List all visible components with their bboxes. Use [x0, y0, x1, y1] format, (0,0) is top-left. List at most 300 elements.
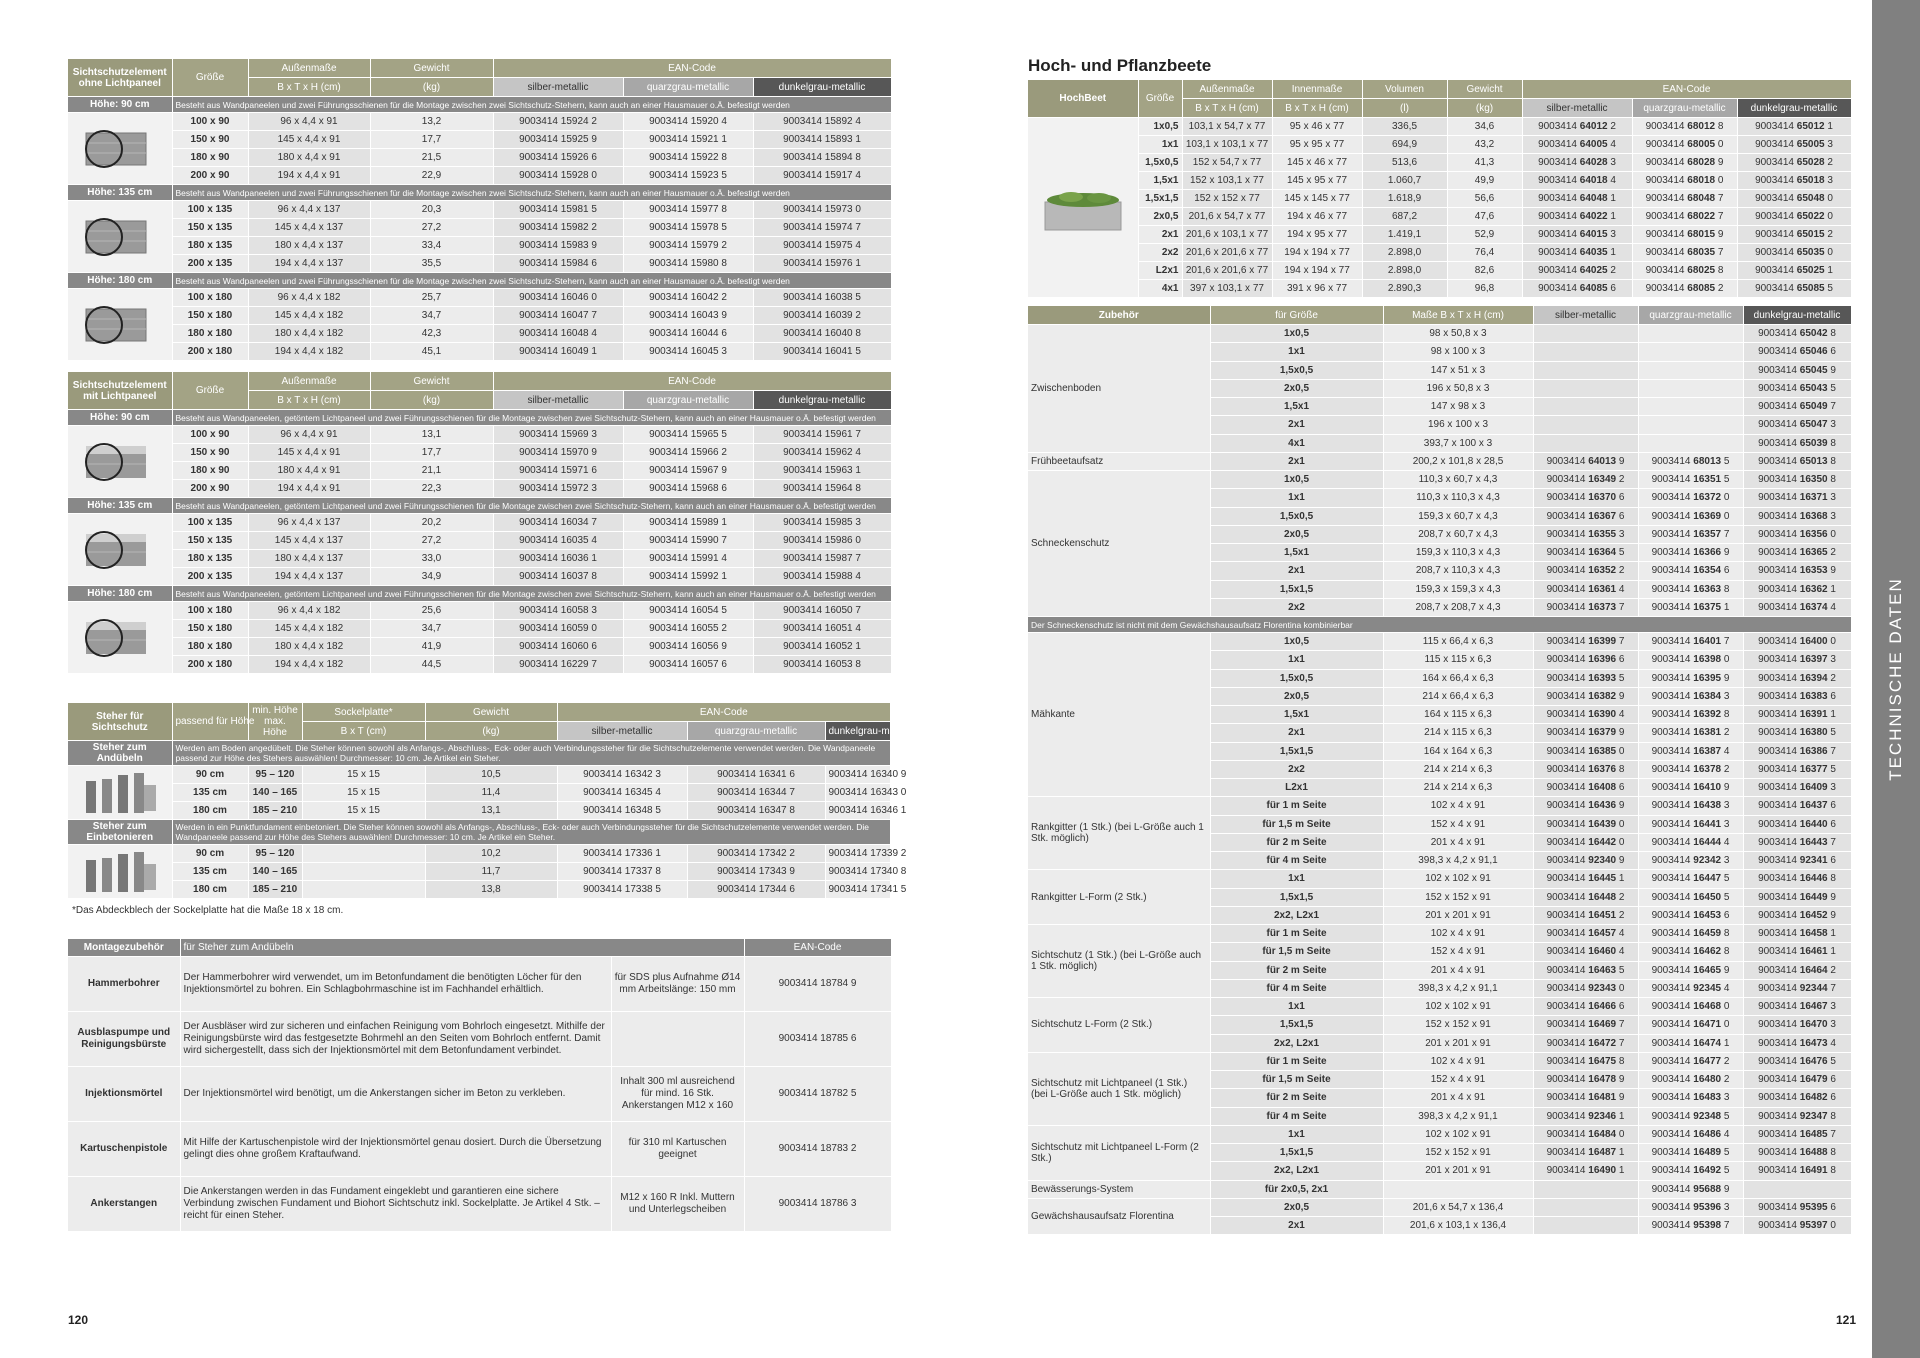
ean-bold-part: 16410	[1693, 782, 1722, 794]
size-cell: 1,5x1,5	[1210, 1144, 1383, 1162]
ean-cell: 9003414 16452 9	[1743, 906, 1851, 924]
column-header: für Größe	[1210, 306, 1383, 325]
ean-bold-part: 16382	[1588, 690, 1617, 702]
ean-bold-part: 16481	[1588, 1092, 1617, 1104]
ean-cell: 9003414 65043 5	[1743, 379, 1851, 397]
ean-cell: 9003414 16051 4	[753, 620, 891, 638]
column-header: min. Höhe max. Höhe	[248, 703, 302, 741]
size-cell: 1x0,5	[1210, 633, 1383, 651]
table-row	[1028, 280, 1851, 298]
size-cell: 1x1	[1210, 998, 1383, 1016]
weight-cell: 22,9	[370, 167, 493, 185]
ean-cell: 9003414 92340 9	[1533, 852, 1638, 870]
color-header-dunkelgrau: dunkelgrau-metallic	[825, 722, 891, 741]
ean-cell: 9003414 17340 8	[825, 863, 891, 881]
ean-bold-part: 16384	[1693, 690, 1722, 702]
dimension-cell: 145 x 4,4 x 91	[248, 444, 370, 462]
sockel-cell	[302, 863, 425, 881]
product-image	[1028, 118, 1138, 298]
size-cell: 2x2, L2x1	[1210, 906, 1383, 924]
ean-cell: 9003414 16048 4	[493, 325, 623, 343]
ean-bold-part: 16460	[1588, 946, 1617, 958]
dimension-cell: 147 x 98 x 3	[1383, 398, 1533, 416]
ean-cell	[1533, 361, 1638, 379]
color-header-quarzgrau: quarzgrau-metallic	[1638, 306, 1743, 325]
table-row	[1028, 1180, 1851, 1198]
dimension-cell: 152 x 152 x 91	[1383, 1016, 1533, 1034]
ean-cell: 9003414 16448 2	[1533, 888, 1638, 906]
ean-cell	[1638, 434, 1743, 452]
accessory-name: Hammerbohrer	[68, 957, 180, 1012]
ean-cell: 9003414 16481 9	[1533, 1089, 1638, 1107]
minmax-cell: 185 – 210	[248, 802, 302, 820]
column-subheader: (kg)	[425, 722, 557, 741]
weight-cell: 76,4	[1447, 244, 1522, 262]
color-header-silber: silber-metallic	[1533, 306, 1638, 325]
volume-cell: 336,5	[1362, 118, 1447, 136]
ean-bold-part: 64028	[1579, 157, 1608, 168]
dimension-cell: 194 x 4,4 x 182	[248, 343, 370, 361]
section-row	[68, 498, 891, 514]
ean-bold-part: 16461	[1799, 946, 1828, 958]
column-subheader: B x T x H (cm)	[1272, 99, 1362, 118]
ean-bold-part: 16392	[1693, 709, 1722, 721]
table-row	[1028, 118, 1851, 136]
table-row	[1028, 325, 1851, 343]
ean-cell: 9003414 16489 5	[1638, 1144, 1743, 1162]
ean-bold-part: 16477	[1693, 1055, 1722, 1067]
ean-bold-part: 16376	[1588, 763, 1617, 775]
dimension-cell: 145 x 46 x 77	[1272, 154, 1362, 172]
accessory-name: Ausblaspumpe und Reinigungsbürste	[68, 1012, 180, 1067]
ean-bold-part: 16483	[1693, 1092, 1722, 1104]
ean-cell: 9003414 15917 4	[753, 167, 891, 185]
product-image	[68, 289, 172, 361]
ean-cell: 9003414 64018 4	[1522, 172, 1632, 190]
size-cell: 150 x 135	[172, 532, 248, 550]
ean-cell: 9003414 15990 7	[623, 532, 753, 550]
ean-cell: 9003414 16343 0	[825, 784, 891, 802]
ean-bold-part: 16471	[1693, 1019, 1722, 1031]
ean-bold-part: 16399	[1588, 636, 1617, 648]
ean-cell: 9003414 16399 7	[1533, 633, 1638, 651]
ean-cell: 9003414 16383 6	[1743, 687, 1851, 705]
ean-cell: 9003414 16463 5	[1533, 961, 1638, 979]
ean-cell: 9003414 17344 6	[687, 881, 825, 899]
dimension-cell: 214 x 66,4 x 6,3	[1383, 687, 1533, 705]
ean-bold-part: 16365	[1799, 547, 1828, 559]
dimension-cell: 152 x 4 x 91	[1383, 815, 1533, 833]
sockel-cell	[302, 881, 425, 899]
accessory-name: Zwischenboden	[1028, 325, 1210, 453]
section-description: Besteht aus Wandpaneelen, getöntem Lichtpaneel und zwei Führungsschienen für die Montage zwischen zwei Sichtschutz-Stehern, kann auch an einer Hausmauer o.Ä. befestigt werden	[172, 586, 891, 602]
ean-cell: 9003414 16342 3	[557, 766, 687, 784]
dimension-cell: 96 x 4,4 x 182	[248, 602, 370, 620]
dimension-cell: 214 x 115 x 6,3	[1383, 724, 1533, 742]
ean-bold-part: 64025	[1579, 265, 1608, 276]
ean-cell: 9003414 15992 1	[623, 568, 753, 586]
size-cell: 1x0,5	[1210, 471, 1383, 489]
ean-cell: 9003414 16384 3	[1638, 687, 1743, 705]
size-cell: 2x1	[1210, 724, 1383, 742]
ean-cell: 9003414 16400 0	[1743, 633, 1851, 651]
column-header: Außenmaße	[248, 372, 370, 391]
ean-cell: 9003414 16045 3	[623, 343, 753, 361]
ean-cell: 9003414 16490 1	[1533, 1162, 1638, 1180]
ean-cell: 9003414 95397 0	[1743, 1217, 1851, 1235]
ean-bold-part: 65048	[1796, 193, 1825, 204]
dimension-cell: 180 x 4,4 x 182	[248, 638, 370, 656]
ean-cell: 9003414 15893 1	[753, 131, 891, 149]
ean-cell: 9003414 15969 3	[493, 426, 623, 444]
weight-cell: 35,5	[370, 255, 493, 273]
ean-cell: 9003414 16444 4	[1638, 833, 1743, 851]
size-cell: 150 x 90	[172, 131, 248, 149]
ean-bold-part: 16374	[1799, 601, 1828, 613]
ean-cell: 9003414 16366 9	[1638, 544, 1743, 562]
table-row	[68, 863, 891, 881]
dimension-cell: 152 x 152 x 91	[1383, 888, 1533, 906]
ean-cell: 9003414 16052 1	[753, 638, 891, 656]
accessory-name: Frühbeetaufsatz	[1028, 452, 1210, 470]
ean-bold-part: 95688	[1693, 1183, 1722, 1195]
table-row	[1028, 262, 1851, 280]
size-cell: 1,5x1	[1210, 544, 1383, 562]
ean-cell: 9003414 16378 2	[1638, 760, 1743, 778]
table-header-row	[68, 703, 891, 722]
dimension-cell: 214 x 214 x 6,3	[1383, 760, 1533, 778]
ean-cell: 9003414 15923 5	[623, 167, 753, 185]
ean-bold-part: 16488	[1799, 1147, 1828, 1159]
section-label: Höhe: 135 cm	[68, 498, 172, 514]
ean-cell: 9003414 16460 4	[1533, 943, 1638, 961]
size-cell: 1x0,5	[1210, 325, 1383, 343]
post-icon	[78, 767, 162, 819]
dimension-cell: 398,3 x 4,2 x 91,1	[1383, 852, 1533, 870]
ean-bold-part: 68048	[1687, 193, 1716, 204]
accessory-info: Inhalt 300 ml ausreichend für mind. 16 Stk. Ankerstangen M12 x 160	[611, 1067, 744, 1122]
accessory-name: Injektionsmörtel	[68, 1067, 180, 1122]
ean-cell: 9003414 16475 8	[1533, 1052, 1638, 1070]
dimension-cell: 194 x 4,4 x 137	[248, 568, 370, 586]
ean-cell: 9003414 16349 2	[1533, 471, 1638, 489]
ean-bold-part: 16381	[1693, 727, 1722, 739]
ean-cell: 9003414 16440 6	[1743, 815, 1851, 833]
ean-cell: 9003414 92341 6	[1743, 852, 1851, 870]
size-cell: 1,5x1	[1210, 706, 1383, 724]
size-cell: für 1,5 m Seite	[1210, 815, 1383, 833]
table-title: HochBeet	[1028, 80, 1138, 118]
table-row	[68, 167, 891, 185]
size-cell: 180 x 135	[172, 237, 248, 255]
section-row	[68, 185, 891, 201]
ean-cell: 9003414 68085 2	[1632, 280, 1737, 298]
column-header: Außenmaße	[248, 59, 370, 78]
ean-cell: 9003414 64035 1	[1522, 244, 1632, 262]
dimension-cell: 102 x 102 x 91	[1383, 1125, 1533, 1143]
ean-bold-part: 64048	[1579, 193, 1608, 204]
ean-cell: 9003414 68018 0	[1632, 172, 1737, 190]
size-cell: für 1 m Seite	[1210, 1052, 1383, 1070]
ean-bold-part: 16368	[1799, 510, 1828, 522]
dimension-cell: 98 x 100 x 3	[1383, 343, 1533, 361]
ean-bold-part: 16444	[1693, 836, 1722, 848]
table-row	[1028, 471, 1851, 489]
ean-cell: 9003414 15989 1	[623, 514, 753, 532]
ean-cell: 9003414 16461 1	[1743, 943, 1851, 961]
size-cell: 200 x 90	[172, 167, 248, 185]
ean-bold-part: 16453	[1693, 909, 1722, 921]
ean-cell	[1533, 1217, 1638, 1235]
weight-cell: 20,2	[370, 514, 493, 532]
table-row	[68, 1012, 891, 1067]
ean-cell: 9003414 16470 3	[1743, 1016, 1851, 1034]
table-row	[68, 1122, 891, 1177]
ean-bold-part: 16356	[1799, 528, 1828, 540]
sockel-cell: 15 x 15	[302, 766, 425, 784]
ean-cell: 9003414 16410 9	[1638, 779, 1743, 797]
ean-cell: 9003414 16392 8	[1638, 706, 1743, 724]
dimension-cell: 196 x 100 x 3	[1383, 416, 1533, 434]
ean-bold-part: 16489	[1693, 1147, 1722, 1159]
ean-cell: 9003414 95398 7	[1638, 1217, 1743, 1235]
ean-cell: 9003414 16049 1	[493, 343, 623, 361]
ean-bold-part: 16437	[1799, 800, 1828, 812]
ean-cell: 9003414 16478 9	[1533, 1071, 1638, 1089]
table-row	[68, 881, 891, 899]
column-header: Größe	[172, 59, 248, 97]
table-title: Sichtschutzelement ohne Lichtpaneel	[68, 59, 172, 97]
ean-cell: 9003414 15966 2	[623, 444, 753, 462]
ean-cell: 9003414 16394 2	[1743, 669, 1851, 687]
ean-cell: 9003414 95688 9	[1638, 1180, 1743, 1198]
ean-cell: 9003414 64012 2	[1522, 118, 1632, 136]
column-header: EAN-Code	[493, 372, 891, 391]
size-cell: 1,5x1	[1138, 172, 1182, 190]
size-cell: 2x2	[1210, 598, 1383, 616]
table-sichtschutz-mit-lichtpaneel	[68, 372, 892, 674]
section-row	[68, 410, 891, 426]
ean-bold-part: 16491	[1799, 1165, 1828, 1177]
ean-cell: 9003414 65022 0	[1737, 208, 1851, 226]
ean-bold-part: 16380	[1799, 727, 1828, 739]
ean-bold-part: 16450	[1693, 891, 1722, 903]
product-image	[68, 766, 172, 820]
table-row	[1028, 870, 1851, 888]
ean-cell: 9003414 15984 6	[493, 255, 623, 273]
ean-cell: 9003414 17342 2	[687, 845, 825, 863]
weight-cell: 27,2	[370, 532, 493, 550]
dimension-cell: 159,3 x 159,3 x 4,3	[1383, 580, 1533, 598]
size-cell: für 4 m Seite	[1210, 979, 1383, 997]
ean-cell: 9003414 16486 4	[1638, 1125, 1743, 1143]
ean-cell: 9003414 16056 9	[623, 638, 753, 656]
ean-cell: 9003414 16038 5	[753, 289, 891, 307]
table-row	[68, 568, 891, 586]
ean-cell: 9003414 16055 2	[623, 620, 753, 638]
dimension-cell: 214 x 214 x 6,3	[1383, 779, 1533, 797]
ean-cell: 9003414 65045 9	[1743, 361, 1851, 379]
column-header: EAN-Code	[557, 703, 891, 722]
dimension-cell: 115 x 66,4 x 6,3	[1383, 633, 1533, 651]
weight-cell: 13,1	[370, 426, 493, 444]
accessory-name: Mähkante	[1028, 633, 1210, 797]
size-cell: 1x0,5	[1138, 118, 1182, 136]
ean-cell: 9003414 16047 7	[493, 307, 623, 325]
ean-cell: 9003414 92346 1	[1533, 1107, 1638, 1125]
ean-bold-part: 16458	[1799, 928, 1828, 940]
side-tab	[1872, 0, 1920, 1358]
dimension-cell: 201 x 4 x 91	[1383, 961, 1533, 979]
ean-bold-part: 16449	[1799, 891, 1828, 903]
ean-cell: 9003414 18784 9	[744, 957, 891, 1012]
section-label: Steher zum Einbetonieren	[68, 820, 172, 845]
volume-cell: 513,6	[1362, 154, 1447, 172]
ean-bold-part: 16408	[1588, 782, 1617, 794]
ean-bold-part: 16462	[1693, 946, 1722, 958]
ean-bold-part: 92343	[1588, 982, 1617, 994]
ean-bold-part: 65042	[1799, 328, 1828, 340]
ean-cell: 9003414 16041 5	[753, 343, 891, 361]
dimension-cell: 96 x 4,4 x 182	[248, 289, 370, 307]
table-header-row	[68, 59, 891, 78]
ean-cell: 9003414 16466 6	[1533, 998, 1638, 1016]
table-row	[1028, 208, 1851, 226]
ean-cell: 9003414 15988 4	[753, 568, 891, 586]
ean-bold-part: 16363	[1693, 583, 1722, 595]
section-label: Höhe: 90 cm	[68, 97, 172, 113]
color-header-silber: silber-metallic	[493, 78, 623, 97]
ean-cell: 9003414 65013 8	[1743, 452, 1851, 470]
ean-bold-part: 16478	[1588, 1074, 1617, 1086]
table-row	[68, 532, 891, 550]
ean-cell: 9003414 16054 5	[623, 602, 753, 620]
ean-cell: 9003414 65015 2	[1737, 226, 1851, 244]
size-cell: für 1,5 m Seite	[1210, 1071, 1383, 1089]
size-cell: 1x1	[1210, 343, 1383, 361]
ean-bold-part: 16487	[1588, 1147, 1617, 1159]
accessory-name: Sichtschutz mit Lichtpaneel (1 Stk.) (bei L-Größe auch 1 Stk. möglich)	[1028, 1052, 1210, 1125]
section-description: Besteht aus Wandpaneelen, getöntem Lichtpaneel und zwei Führungsschienen für die Montage zwischen zwei Sichtschutz-Stehern, kann auch an einer Hausmauer o.Ä. befestigt werden	[172, 410, 891, 426]
ean-cell	[1533, 343, 1638, 361]
ean-cell: 9003414 95395 6	[1743, 1198, 1851, 1216]
size-cell: 100 x 180	[172, 289, 248, 307]
size-cell: für 1 m Seite	[1210, 797, 1383, 815]
dimension-cell: 201 x 4 x 91	[1383, 1089, 1533, 1107]
table-row	[68, 426, 891, 444]
dimension-cell: 194 x 46 x 77	[1272, 208, 1362, 226]
weight-cell: 34,7	[370, 307, 493, 325]
table-row	[1028, 172, 1851, 190]
ean-cell: 9003414 15892 4	[753, 113, 891, 131]
sockel-cell	[302, 845, 425, 863]
ean-bold-part: 16370	[1588, 492, 1617, 504]
weight-cell: 56,6	[1447, 190, 1522, 208]
ean-cell: 9003414 15978 5	[623, 219, 753, 237]
ean-cell: 9003414 16458 1	[1743, 925, 1851, 943]
table-row	[68, 845, 891, 863]
ean-bold-part: 16385	[1588, 745, 1617, 757]
size-cell: 180 x 90	[172, 149, 248, 167]
ean-cell: 9003414 18783 2	[744, 1122, 891, 1177]
color-header-quarzgrau: quarzgrau-metallic	[1632, 99, 1737, 118]
table-row	[68, 149, 891, 167]
ean-cell: 9003414 15981 5	[493, 201, 623, 219]
size-cell: 2x2, L2x1	[1210, 1162, 1383, 1180]
ean-bold-part: 16349	[1588, 474, 1617, 486]
section-label: Höhe: 180 cm	[68, 273, 172, 289]
ean-bold-part: 16354	[1693, 565, 1722, 577]
ean-cell: 9003414 16477 2	[1638, 1052, 1743, 1070]
table-row	[68, 656, 891, 674]
ean-cell: 9003414 16058 3	[493, 602, 623, 620]
ean-bold-part: 16394	[1799, 672, 1828, 684]
ean-cell: 9003414 15971 6	[493, 462, 623, 480]
ean-bold-part: 16401	[1693, 636, 1722, 648]
ean-cell: 9003414 64005 4	[1522, 136, 1632, 154]
ean-bold-part: 16473	[1799, 1037, 1828, 1049]
column-header: Innenmaße	[1272, 80, 1362, 99]
size-cell: 100 x 135	[172, 201, 248, 219]
size-cell: 1,5x0,5	[1138, 154, 1182, 172]
size-cell: L2x1	[1138, 262, 1182, 280]
ean-bold-part: 16395	[1693, 672, 1722, 684]
dimension-cell: 102 x 102 x 91	[1383, 870, 1533, 888]
dimension-cell: 96 x 4,4 x 91	[248, 113, 370, 131]
ean-cell: 9003414 15894 8	[753, 149, 891, 167]
volume-cell: 2.898,0	[1362, 262, 1447, 280]
dimension-cell: 180 x 4,4 x 91	[248, 149, 370, 167]
ean-cell: 9003414 64022 1	[1522, 208, 1632, 226]
ean-cell: 9003414 18782 5	[744, 1067, 891, 1122]
ean-cell: 9003414 15922 8	[623, 149, 753, 167]
weight-cell: 34,6	[1447, 118, 1522, 136]
weight-cell: 25,7	[370, 289, 493, 307]
ean-bold-part: 16364	[1588, 547, 1617, 559]
ean-bold-part: 16480	[1693, 1074, 1722, 1086]
ean-cell: 9003414 68025 8	[1632, 262, 1737, 280]
ean-bold-part: 16400	[1799, 636, 1828, 648]
size-cell: 1,5x1,5	[1210, 888, 1383, 906]
ean-cell: 9003414 17338 5	[557, 881, 687, 899]
section-row	[68, 741, 891, 766]
ean-cell: 9003414 64028 3	[1522, 154, 1632, 172]
dimension-cell: 110,3 x 60,7 x 4,3	[1383, 471, 1533, 489]
dimension-cell: 208,7 x 208,7 x 4,3	[1383, 598, 1533, 616]
size-cell: 180 x 135	[172, 550, 248, 568]
ean-cell: 9003414 16229 7	[493, 656, 623, 674]
ean-bold-part: 92348	[1693, 1110, 1722, 1122]
column-header: EAN-Code	[744, 939, 891, 957]
ean-cell: 9003414 17341 5	[825, 881, 891, 899]
table-row	[68, 550, 891, 568]
dimension-cell: 152 x 4 x 91	[1383, 943, 1533, 961]
ean-bold-part: 16441	[1693, 818, 1722, 830]
dimension-cell: 194 x 194 x 77	[1272, 244, 1362, 262]
ean-bold-part: 16350	[1799, 474, 1828, 486]
table-row	[68, 784, 891, 802]
table-row	[68, 638, 891, 656]
minmax-cell: 140 – 165	[248, 784, 302, 802]
ean-bold-part: 65018	[1796, 175, 1825, 186]
ean-bold-part: 16482	[1799, 1092, 1828, 1104]
size-cell: L2x1	[1210, 779, 1383, 797]
ean-cell: 9003414 16487 1	[1533, 1144, 1638, 1162]
ean-cell: 9003414 64085 6	[1522, 280, 1632, 298]
dimension-cell: 103,1 x 103,1 x 77	[1182, 136, 1272, 154]
product-image	[68, 845, 172, 899]
size-cell: 200 x 90	[172, 480, 248, 498]
